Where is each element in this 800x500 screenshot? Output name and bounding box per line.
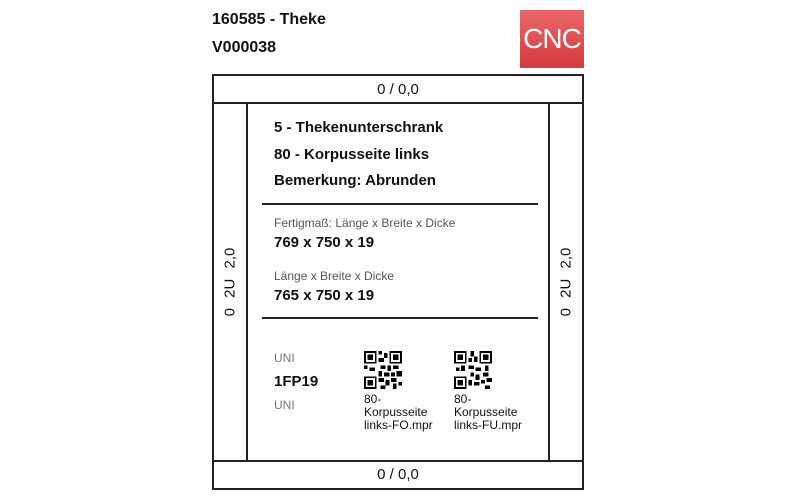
- label-content: [248, 104, 548, 460]
- part-label: [212, 74, 584, 490]
- bottom-edge-band: 0 / 0,0: [214, 460, 582, 488]
- divider: [262, 203, 538, 205]
- program-file-fo: 80- Korpusseite links-FO.mpr: [364, 392, 433, 432]
- order-code: V000038: [212, 39, 277, 56]
- remark: Bemerkung: Abrunden: [274, 172, 436, 189]
- top-edge-band: 0 / 0,0: [214, 76, 582, 104]
- finish-dims: 769 x 750 x 19: [274, 234, 375, 251]
- right-edge-text: 0 2U 2,0: [557, 247, 575, 317]
- divider: [262, 317, 538, 319]
- material-top: UNI: [274, 351, 295, 365]
- raw-dims-caption: Länge x Breite x Dicke: [274, 269, 395, 283]
- qr-code-icon: [364, 351, 402, 389]
- left-edge-text: 0 2U 2,0: [221, 247, 239, 317]
- order-title: 160585 - Theke: [212, 11, 326, 28]
- raw-dims: 765 x 750 x 19: [274, 287, 375, 304]
- qr-code-icon: [454, 351, 492, 389]
- cnc-logo: [520, 10, 584, 68]
- part-name: 80 - Korpusseite links: [274, 146, 430, 163]
- left-edge-band: [214, 104, 248, 460]
- right-edge-band: [548, 104, 582, 460]
- program-file-fu: 80- Korpusseite links-FU.mpr: [454, 392, 522, 432]
- cabinet-name: 5 - Thekenunterschrank: [274, 119, 444, 136]
- material-bottom: UNI: [274, 398, 295, 412]
- material-code: 1FP19: [274, 373, 319, 390]
- finish-dims-caption: Fertigmaß: Länge x Breite x Dicke: [274, 216, 456, 230]
- cnc-logo-text: CNC: [523, 23, 581, 54]
